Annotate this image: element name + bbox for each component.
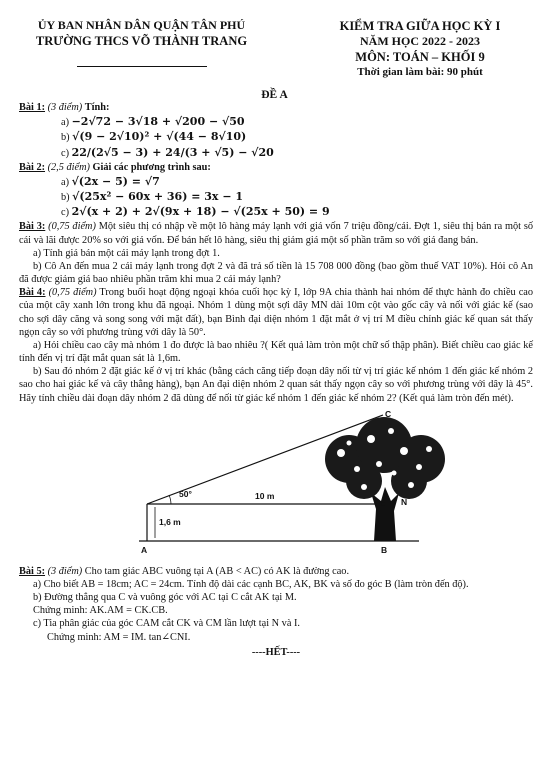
- bai3-label: Bài 3:: [19, 221, 46, 233]
- bai1-heading: Tính:: [84, 102, 110, 113]
- bai4-text: Trong buổi hoạt động ngoại khóa cuối học kỳ I, lớp 9A chia thành hai nhóm để thực hành đo chiều cao của một cây xanh lớn trong khu đã ngoại. Nhóm 1 dùng một sợi dây MN dài 10m cột vào gốc cây và nối với giác kế (sao cho sợi dây căng và song song với mặt đất), bạn Bình đại diện nhóm 1 đặt mắt ở vị trí M điều chỉnh giác kế quan sát thấy ngọn cây so với phương trùng với dây là 50°.: [19, 287, 534, 338]
- bai1-c-expr: 22/(2√5 − 3) + 24/(3 + √5) − √20: [71, 145, 274, 159]
- bai4-b: b) Sau đó nhóm 2 đặt giác kế ở vị trí khác (bằng cách căng tiếp đoạn dây nối từ vị trí giác kế nhóm 1 đến giác kế nhóm 2 sao cho hai giác kế và cây thẳng hàng), bạn An đại diện nhóm 2 quan sát thấy ngọn cây so với phương trùng với dây là 45°. Hãy tính chiều dài đoạn dây nhóm 2 đã dùng để nối từ giác kế nhóm 1 đến giác kế nhóm 2? (Kết quả làm tròn đến mét).: [19, 366, 533, 404]
- subject: MÔN: TOÁN – KHỐI 9: [355, 50, 485, 65]
- bai5-c-prove: Chứng minh: AM = IM. tan∠CNI.: [47, 631, 191, 643]
- bai5-text: Cho tam giác ABC vuông tại A (AB < AC) có AK là đường cao.: [84, 565, 350, 577]
- bai3-text: Một siêu thị có nhập về một lô hàng máy lạnh với giá vốn 7 triệu đồng/cái. Đợt 1, siêu thị bán ra một số cái và lãi được 20% so với giá vốn. Để bán hết lô hàng, siêu thị giảm giá một số phần trăm so với giá đang bán.: [19, 221, 534, 246]
- label-n: N: [401, 496, 408, 507]
- bai2-c: c) 2√(x + 2) + 2√(9x + 18) − √(25x + 50) = 9: [61, 205, 330, 219]
- district-name: ỦY BAN NHÂN DÂN QUẬN TÂN PHÚ: [37, 18, 246, 32]
- bai2-a: a) √(2x − 5) = √7: [61, 174, 160, 188]
- bai5-b: b) Đường thẳng qua C và vuông góc với AC tại C cắt AK tại M.: [33, 592, 297, 604]
- bai1-label: Bài 1:: [19, 102, 46, 113]
- tree-trunk: [371, 487, 399, 541]
- bai5-b-prove: Chứng minh: AK.AM = CK.CB.: [33, 605, 168, 617]
- bai3-b: b) Cô An đến mua 2 cái máy lạnh trong đợt 2 và đã trả số tiền là 15 708 000 đồng (bao gồm thuế VAT 10%). Hỏi cô An đã được giảm giá bao nhiêu phần trăm khi mua 2 cái máy lạnh?: [19, 260, 533, 286]
- tree-height-figure: [19, 409, 533, 559]
- label-b: B: [381, 544, 388, 555]
- school-name: TRƯỜNG THCS VÕ THÀNH TRANG: [35, 34, 248, 49]
- exam-title: KIỂM TRA GIỮA HỌC KỲ I: [339, 19, 501, 33]
- bai2-heading: Giải các phương trình sau:: [92, 161, 211, 173]
- bai5-c: c) Tia phân giác của góc CAM cắt CK và CM lần lượt tại N và I.: [33, 618, 300, 630]
- bai3-points: (0,75 điểm): [48, 221, 96, 233]
- bai2-label: Bài 2:: [19, 161, 46, 173]
- bai1-b-expr: √(9 − 2√10)² + √(44 − 8√10): [72, 130, 247, 144]
- bai4-intro: [19, 286, 533, 339]
- label-distance: 10 m: [255, 490, 275, 501]
- bai1-a: a) −2√72 − 3√18 + √200 − √50: [61, 115, 245, 129]
- bai4-label: Bài 4:: [19, 287, 46, 299]
- label-c: C: [385, 408, 392, 419]
- bai1-c: c) 22/(2√5 − 3) + 24/(3 + √5) − √20: [61, 145, 274, 159]
- label-height: 1,6 m: [159, 516, 181, 527]
- bai2-points: (2,5 điểm): [47, 161, 90, 173]
- bai3-intro: [19, 220, 533, 246]
- bai1-title: [19, 101, 533, 114]
- label-a: A: [141, 544, 148, 555]
- end-marker: ----HẾT----: [251, 646, 301, 658]
- bai2-title: [19, 161, 533, 174]
- bai5-intro: [19, 565, 533, 578]
- exam-code: ĐỀ A: [261, 89, 288, 101]
- tree-crown: [325, 417, 445, 499]
- exam-header: [305, 18, 535, 79]
- bai1-a-expr: −2√72 − 3√18 + √200 − √50: [71, 115, 245, 129]
- school-header: [14, 18, 269, 67]
- exam-content: [19, 101, 533, 659]
- bai4-a: a) Hỏi chiều cao cây mà nhóm 1 đo được là bao nhiêu ?( Kết quả làm tròn một chữ số thập phân). Biết chiều cao giác kế tính đến vị trí đặt mắt quan sát là 1,6m.: [19, 339, 533, 365]
- bai2-b-expr: √(25x² − 60x + 36) = 3x − 1: [72, 190, 244, 204]
- angle-arc: [169, 495, 171, 504]
- label-angle: 50°: [179, 488, 192, 499]
- bai5-a: a) Cho biết AB = 18cm; AC = 24cm. Tính độ dài các cạnh BC, AK, BK và số đo góc B (làm tròn đến độ).: [33, 578, 469, 590]
- school-year: NĂM HỌC 2022 - 2023: [360, 34, 480, 48]
- bai4-points: (0,75 điểm): [48, 287, 97, 299]
- bai5-points: (3 điểm): [47, 565, 83, 577]
- point-n: [381, 502, 385, 506]
- bai2-a-expr: √(2x − 5) = √7: [71, 174, 160, 188]
- duration: Thời gian làm bài: 90 phút: [357, 66, 483, 79]
- bai5-label: Bài 5:: [19, 565, 46, 577]
- header-divider: [77, 66, 207, 67]
- bai1-b: b) √(9 − 2√10)² + √(44 − 8√10): [61, 130, 247, 144]
- bai3-a: a) Tính giá bán một cái máy lạnh trong đợt 1.: [33, 247, 220, 259]
- bai1-points: (3 điểm): [47, 102, 83, 113]
- bai2-c-expr: 2√(x + 2) + 2√(9x + 18) − √(25x + 50) = 9: [71, 205, 330, 219]
- bai2-b: b) √(25x² − 60x + 36) = 3x − 1: [61, 190, 244, 204]
- tree-diagram: [19, 409, 533, 559]
